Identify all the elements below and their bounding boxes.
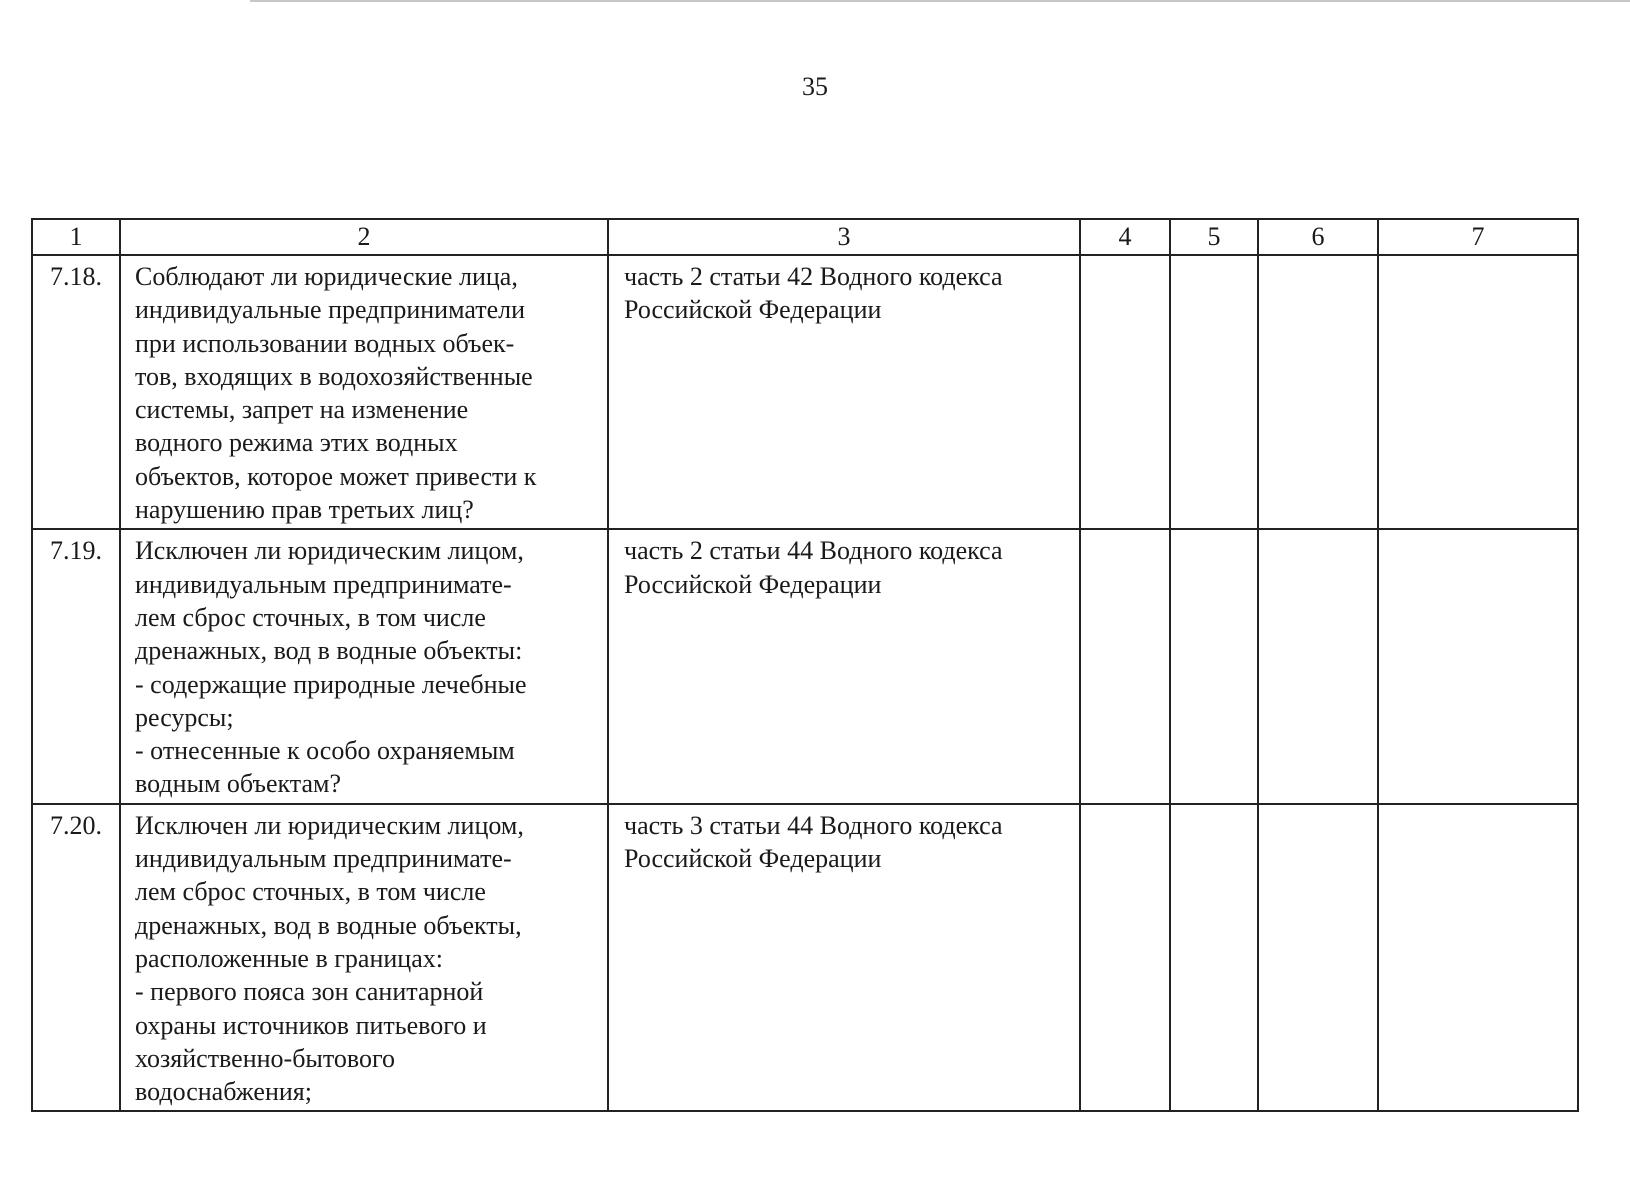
reference-cell	[608, 255, 1080, 529]
question-line: при использовании водных объек-	[135, 328, 515, 358]
question-line: лем сброс сточных, в том числе	[135, 877, 486, 907]
header-cell-6: 6	[1258, 219, 1378, 255]
question-line: ресурсы;	[135, 702, 234, 732]
header-cell-2: 2	[120, 219, 608, 255]
question-line: Соблюдают ли юридические лица,	[135, 262, 518, 291]
question-cell	[120, 255, 608, 529]
reference-cell	[608, 804, 1080, 1112]
question-line: охраны источников питьевого и	[135, 1010, 487, 1040]
answer-cell-col7	[1378, 529, 1578, 803]
header-cell-1: 1	[32, 219, 120, 255]
reference-line: часть 2 статьи 44 Водного кодекса	[624, 536, 1003, 566]
question-line: Исключен ли юридическим лицом,	[135, 810, 524, 840]
reference-line: Российской Федерации	[624, 844, 882, 874]
question-line: объектов, которое может привести к	[135, 461, 537, 491]
answer-cell-col5	[1170, 529, 1258, 803]
table-row	[32, 804, 1578, 1112]
answer-cell-col5	[1170, 255, 1258, 529]
question-cell	[120, 529, 608, 803]
row-number: 7.19.	[32, 529, 120, 803]
question-line: тов, входящих в водохозяйственные	[135, 361, 533, 391]
reference-line: часть 2 статьи 42 Водного кодекса	[624, 262, 1003, 291]
row-number: 7.18.	[32, 255, 120, 529]
question-line: индивидуальным предпринимате-	[135, 844, 512, 874]
checklist-table-container	[31, 218, 1577, 1112]
answer-cell-col6	[1258, 804, 1378, 1112]
answer-cell-col7	[1378, 255, 1578, 529]
question-line: нарушению прав третьих лиц?	[135, 495, 474, 525]
question-line: системы, запрет на изменение	[135, 395, 469, 425]
question-line: лем сброс сточных, в том числе	[135, 602, 486, 632]
table-row	[32, 529, 1578, 803]
question-line: - содержащие природные лечебные	[135, 669, 527, 699]
page-number: 35	[802, 72, 828, 101]
question-line: водным объектам?	[135, 769, 341, 799]
question-line: индивидуальные предприниматели	[135, 295, 525, 325]
question-cell	[120, 804, 608, 1112]
answer-cell-col7	[1378, 804, 1578, 1112]
checklist-table	[31, 218, 1579, 1112]
header-cell-4: 4	[1080, 219, 1170, 255]
answer-cell-col4	[1080, 255, 1170, 529]
question-line: дренажных, вод в водные объекты,	[135, 910, 522, 940]
reference-line: Российской Федерации	[624, 295, 882, 325]
question-line: водного режима этих водных	[135, 428, 458, 458]
answer-cell-col5	[1170, 804, 1258, 1112]
reference-line: Российской Федерации	[624, 569, 882, 599]
header-cell-7: 7	[1378, 219, 1578, 255]
reference-cell	[608, 529, 1080, 803]
answer-cell-col6	[1258, 255, 1378, 529]
answer-cell-col6	[1258, 529, 1378, 803]
question-line: дренажных, вод в водные объекты:	[135, 636, 523, 666]
question-line: водоснабжения;	[135, 1077, 312, 1107]
reference-line: часть 3 статьи 44 Водного кодекса	[624, 810, 1003, 840]
answer-cell-col4	[1080, 804, 1170, 1112]
question-line: расположенные в границах:	[135, 943, 443, 973]
question-line: - первого пояса зон санитарной	[135, 977, 484, 1007]
table-row	[32, 255, 1578, 529]
scan-edge-line	[250, 0, 1630, 2]
header-cell-3: 3	[608, 219, 1080, 255]
header-cell-5: 5	[1170, 219, 1258, 255]
answer-cell-col4	[1080, 529, 1170, 803]
question-line: хозяйственно-бытового	[135, 1043, 396, 1073]
row-number: 7.20.	[32, 804, 120, 1112]
question-line: Исключен ли юридическим лицом,	[135, 536, 524, 566]
question-line: индивидуальным предпринимате-	[135, 569, 512, 599]
question-line: - отнесенные к особо охраняемым	[135, 736, 515, 766]
header-row	[32, 219, 1578, 255]
